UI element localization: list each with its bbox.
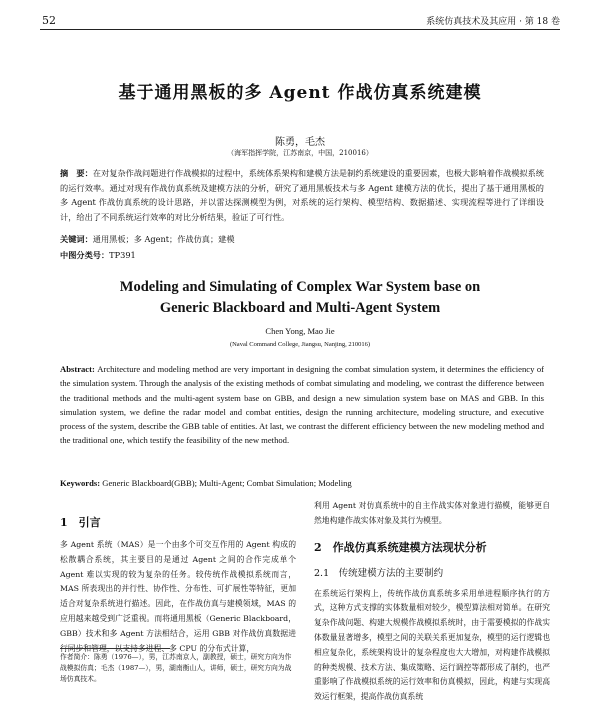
keywords-cn-text: 通用黑板；多 Agent；作战仿真；建模 [92, 234, 235, 244]
section-2-1-heading: 2.1 传统建模方法的主要制约 [314, 567, 444, 579]
classification-text: TP391 [109, 250, 136, 260]
journal-header: 系统仿真技术及其应用 · 第 18 卷 [426, 17, 560, 27]
title-cn: 基于通用黑板的多 Agent 作战仿真系统建模 [118, 83, 482, 103]
abstract-en-label: Abstract: [60, 364, 95, 374]
title-en [0, 277, 600, 319]
section-2-heading: 2 作战仿真系统建模方法现状分析 [314, 540, 487, 554]
affiliation-en: (Naval Command College, Jiangsu, Nanjing, 210016) [229, 341, 371, 348]
classification [60, 250, 136, 261]
keywords-cn-label: 关键词： [60, 234, 93, 244]
title-en-line-2: Generic Blackboard and Multi-Agent System [159, 300, 441, 316]
keywords-en-label: Keywords: [60, 478, 101, 488]
author-footnote: 作者简介：陈勇（1976—），男，江苏南京人，副教授，硕士，研究方向为作战模拟仿真；毛杰（1987—），男，湖南衡山人，讲师，硕士，研究方向为战场仿真技术。 [60, 653, 292, 683]
title-en-line-1: Modeling and Simulating of Complex War System base on [119, 279, 481, 295]
keywords-en [60, 478, 352, 488]
section-1-heading: 1 引言 [60, 516, 101, 529]
footnote-rule [60, 648, 170, 649]
keywords-cn [60, 234, 235, 245]
page-number: 52 [42, 14, 56, 27]
abstract-en [60, 362, 544, 448]
authors-cn: 陈勇，毛杰 [275, 137, 325, 148]
header-rule [40, 29, 560, 30]
right-intro-paragraph: 利用 Agent 对仿真系统中的自主作战实体对象进行描模，能够更自然地构建作战实体对象及其行为模型。 [314, 501, 550, 525]
classification-label: 中图分类号： [60, 250, 110, 260]
abstract-en-text: Architecture and modeling method are very important in designing the combat simulation system, it determines the efficiency of the simulation system. Through the analysis of the existing methods of combat simulating and modeling, we contrast the difference between the traditional methods and the multi-agent system base on GBB, and design a new simulation system base on MAS and GBB. In this simulation system, we define the radar model and combat entities, design the running architecture, modeling structure, and executive process of the system, describe the GBB table of entities. At last, we contrast the different efficiency between the new modeling method and the traditional one, which testify the feasibility of the new method. [60, 364, 544, 446]
abstract-cn-text: 在对复杂作战问题进行作战模拟的过程中，系统体系架构和建模方法是制约系统建设的重要因素，也极大影响着作战模拟系统的运行效率。通过对现有作战仿真系统及建模方法的分析，研究了通用黑板技术与多 Agent 建模方法的优长，提出了基于通用黑板的多 Agent 作战仿真系统的设计思路，并以雷达探测模型为例，对系统的运行架构、模型结构、数据描述、实现流程等进行了详细设计，给出了不同系统运行效率的对比分析结果，验证了可行性。 [60, 168, 544, 222]
authors-en: Chen Yong, Mao Jie [265, 326, 335, 336]
affiliation-cn: （海军指挥学院，江苏南京，中国，210016） [227, 149, 373, 157]
right-column [314, 499, 550, 705]
keywords-en-text: Generic Blackboard(GBB); Multi-Agent; Combat Simulation; Modeling [102, 478, 352, 488]
section-2-1-paragraph: 在系统运行架构上，传统作战仿真系统多采用单进程顺序执行的方式，这种方式支撑的实体数量相对较少，模型算法相对简单。在研究复杂作战问题、构建大规模作战模拟系统时，由于需要模拟的作战实体数量显著增多，模型之间的关联关系更加复杂，模型的运行逻辑也相应复杂化，系统架构设计的复杂程度也大大增加，对构建作战模拟的种类规模、技术方法、集成策略、运行调控等都形成了制约，也严重影响了作战模拟系统的运行效率和仿真模拟，因此，构建与实现高效运行框架，提高作战仿真系统 [314, 588, 550, 702]
section-1-paragraph: 多 Agent 系统（MAS）是一个由多个可交互作用的 Agent 构成的松散耦合系统，其主要目的是通过 Agent 之间的合作完成单个 Agent 难以实现的较为复杂的任务。较传统作战模拟系统而言，MAS 所表现出的并行性、协作性、分布性、可扩展性等特征，更加适合对复杂系统进行描述。因此，在作战仿真与建模领域，MAS 的应用越来越受到广泛重视。而将通用黑板（Generic Blackboard，GBB）技术和多 Agent 方法相结合，运用 GBB 对作战仿真数据进行同步和管理，以支持多进程、多 CPU 的分布式计算， [60, 540, 296, 653]
abstract-cn-label: 摘 要： [60, 168, 93, 178]
left-column [60, 514, 296, 656]
abstract-cn [60, 166, 544, 224]
